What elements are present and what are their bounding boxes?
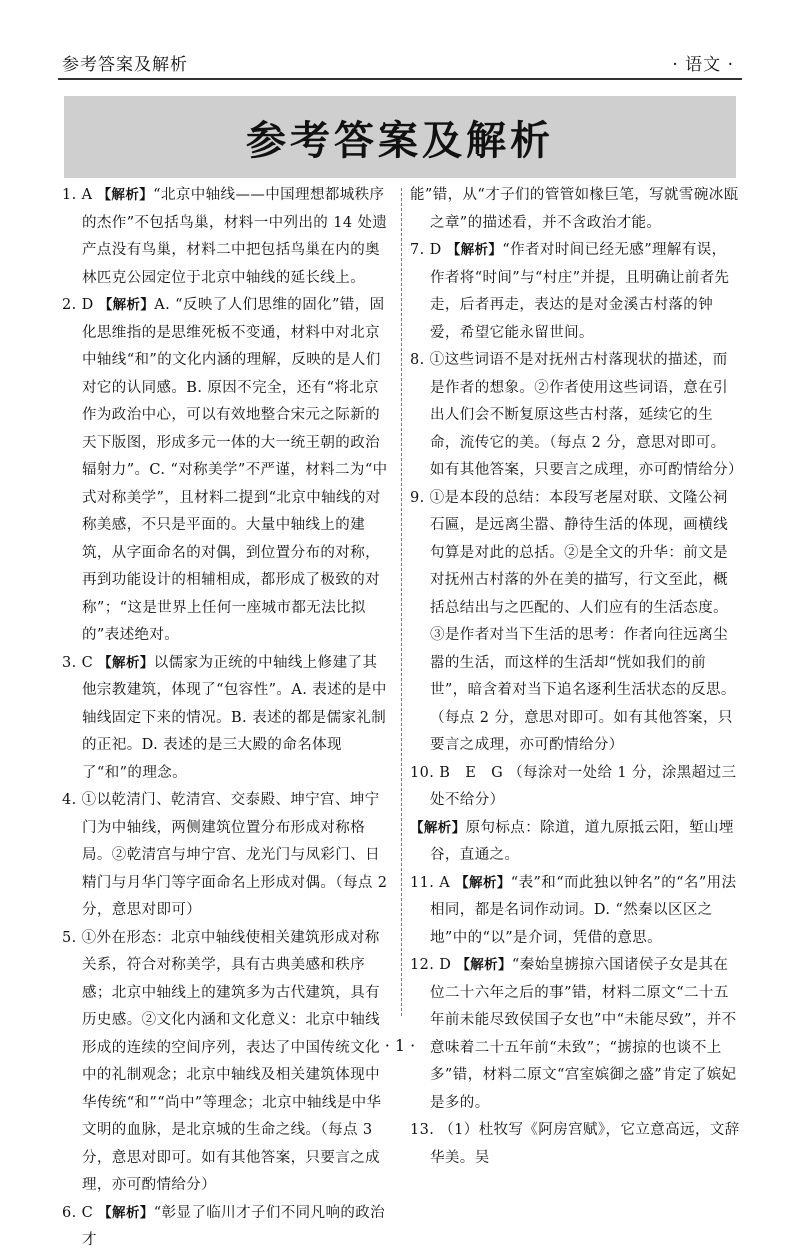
- answer-text: ①是本段的总结：本段写老屋对联、文隆公祠石匾，是远离尘嚣、静待生活的体现，画横线句算是对此的总括。②是全文的升华：前文是对抚州古村落的外在美的描写，行文至此，概括总结出与之匹配的、人们应有的生活态度。③是作者对当下生活的思考：作者向往远离尘嚣的生活，而这样的生活却“恍如我们的前世”，暗含着对当下追名逐利生活状态的反思。（每点 2 分，意思对即可。如有其他答案，只要言之成理，亦可酌情给分）: [429, 489, 736, 753]
- answer-number: 12. D: [410, 957, 452, 973]
- answer-text: “秦始皇掳掠六国诸侯子女是其在位二十六年之后的事”错，材料二原文“二十五年前未能尽致侯国子女也”中“未能尽致”，并不意味着二十五年前“未致”；“掳掠的也谈不上多”错，材料二原文“宫室嫔御之盛”肯定了嫔妃是多的。: [430, 957, 737, 1111]
- answer-item: [62, 292, 392, 650]
- answer-number: 3. C: [62, 654, 94, 671]
- header-subject: · 语文 ·: [672, 55, 734, 75]
- analysis-tag: 【解析】: [98, 654, 154, 671]
- answer-number: 2. D: [62, 297, 94, 313]
- analysis-tag: 【解析】: [456, 957, 512, 973]
- answer-text: ①以乾清门、乾清宫、交泰殿、坤宁宫、坤宁门为中轴线，两侧建筑位置分布形成对称格局。②乾清宫与坤宁宫、龙光门与凤彩门、日精门与月华门等字面命名上形成对偶。（每点 2 分，意思对即可）: [81, 792, 388, 918]
- answer-text: “北京中轴线——中国理想都城秩序的杰作”不包括鸟巢，材料一中列出的 14 处遗产点没有鸟巢，材料二中把包括鸟巢在内的奥林匹克公园定位于北京中轴线的延长线上。: [82, 187, 388, 286]
- answer-number: 1. A: [62, 187, 93, 203]
- header-left-title: 参考答案及解析: [62, 55, 188, 75]
- answer-item: [410, 1117, 740, 1172]
- left-column: [62, 182, 392, 1255]
- page-title: 参考答案及解析: [246, 117, 554, 164]
- answer-text: “彰显了临川才子们不同凡响的政治才: [82, 1204, 386, 1248]
- answer-number: 7. D: [410, 242, 442, 258]
- analysis-tag: 【解析】: [455, 874, 511, 891]
- answer-text: “作者对时间已经无感”理解有误，作者将“时间”与“村庄”并提，且明确让前者先走，后者再走，表达的是对金溪古村落的钟爱，希望它能永留世间。: [430, 242, 730, 341]
- answer-number: 6. C: [62, 1204, 94, 1221]
- answer-item: [410, 485, 740, 760]
- header-rule: [58, 78, 742, 80]
- answer-item: [410, 952, 740, 1117]
- answer-text: 以儒家为正统的中轴线上修建了其他宗教建筑，体现了“包容性”。A. 表述的是中轴线固定下来的情况。B. 表述的都是儒家礼制的正祀。D. 表述的是三大殿的命名体现了“和”的理念。: [82, 654, 387, 781]
- answer-item: [410, 182, 740, 237]
- answer-item: [410, 237, 740, 347]
- analysis-tag: 【解析】: [98, 1204, 154, 1221]
- answer-text: （1）杜牧写《阿房宫赋》，它立意高远，文辞华美。吴: [430, 1122, 740, 1166]
- answer-text: 原句标点：除道，道九原抵云阳，堑山堙谷，直通之。: [430, 819, 734, 863]
- answer-number: 13.: [410, 1122, 435, 1138]
- answer-number: 8.: [410, 352, 425, 368]
- answer-text: （每涂对一处给 1 分，涂黑超过三处不给分）: [430, 764, 737, 808]
- analysis-tag: 【解析】: [97, 187, 154, 203]
- answer-item: [410, 870, 740, 953]
- answer-item: [62, 650, 392, 788]
- answer-item: [410, 760, 740, 815]
- right-column: [410, 182, 743, 1172]
- page-number: · 1 ·: [384, 1036, 416, 1055]
- answer-item: [410, 347, 743, 485]
- analysis-tag: 【解析】: [410, 819, 466, 836]
- answer-text: ①这些词语不是对抚州古村落现状的描述，而是作者的想象。②作者使用这些词语，意在引出人们会不断复原这些古村落，延续它的生命，流传它的美。（每点 2 分，意思对即可。如有其他答案，只要言之成理，亦可酌情给分）: [429, 352, 743, 478]
- answer-number: 9.: [410, 489, 425, 506]
- answer-text: ①外在形态：北京中轴线使相关建筑形成对称关系，符合对称美学，具有古典美感和秩序感；北京中轴线上的建筑多为古代建筑，具有历史感。②文化内涵和文化意义：北京中轴线形成的连续的空间序列，表达了中国传统文化中的礼制观念；北京中轴线及相关建筑体现中华传统“和”“尚中”等理念；北京中轴线是中华文明的血脉，是北京城的生命之线。（每点 3 分，意思对即可。如有其他答案，只要言之成理，亦可酌情给分）: [81, 929, 382, 1193]
- analysis-tag: 【解析】: [446, 242, 503, 258]
- column-divider: [401, 188, 402, 1016]
- answer-text: A. “反映了人们思维的固化”错，固化思维指的是思维死板不变通，材料中对北京中轴线“和”的文化内涵的理解，反映的是人们对它的认同感。B. 原因不完全，还有“将北京作为政治中心，可以有效地整合宋元之际新的天下版图，形成多元一体的大一统王朝的政治辐射力”。C. “对称美学”不严谨，材料二为“中式对称美学”，且材料二提到“北京中轴线的对称美感，不只是平面的。大量中轴线上的建筑，从字面命名的对偶，到位置分布的对称，再到功能设计的相辅相成，都形成了极致的对称”；“这是世界上任何一座城市都无法比拟的”表述绝对。: [82, 297, 388, 643]
- answer-item: [62, 182, 392, 292]
- answer-text: 能”错，从“才子们的管管如椽巨笔，写就雪碗冰瓯之章”的描述看，并不含政治才能。: [410, 187, 739, 231]
- answer-number: 4.: [62, 792, 77, 808]
- answer-text: “表”和“而此独以钟名”的“名”用法相同，都是名词作动词。D. “然秦以区区之地”中的“以”是介词，凭借的意思。: [430, 874, 737, 946]
- answer-item: [62, 1200, 392, 1255]
- answer-item: [410, 815, 740, 870]
- answer-item: [62, 925, 392, 1200]
- title-banner: [64, 96, 736, 178]
- analysis-tag: 【解析】: [98, 297, 155, 313]
- answer-number: 11. A: [410, 874, 451, 891]
- answer-number: 10. B E G: [410, 764, 504, 781]
- answer-item: [62, 787, 392, 925]
- answer-number: 5.: [62, 929, 77, 946]
